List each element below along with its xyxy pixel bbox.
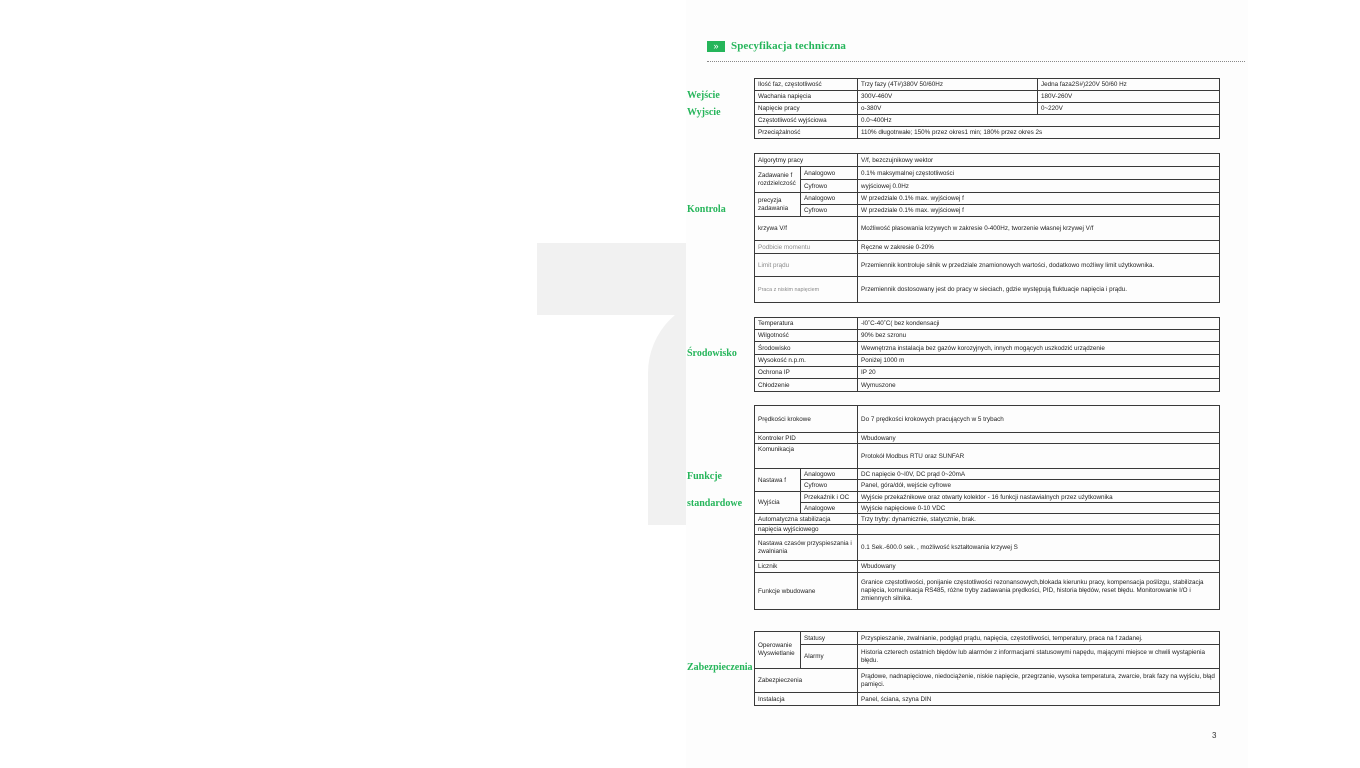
value-cell: 300V-460V [858,91,1038,103]
value-cell: Prądowe, nadnapięciowe, niedociążenie, niskie napięcie, przegrzanie, wysoka temperatura, zwarcie, brak fazy na wyjściu, błąd pamięci. [858,669,1220,693]
value-cell: Przemiennik dostosowany jest do pracy w sieciach, gdzie występują fluktuacje napięcia i prądu. [858,277,1220,303]
table-row [755,469,1220,480]
sub-label: Statusy [801,632,858,645]
table-row [755,205,1220,217]
sub-label: Analogowo [801,167,858,180]
value-cell: Przemiennik kontroluje silnik w przedziale znamionowych wartości, dodatkowo możliwy limit użytkownika. [858,254,1220,277]
value-cell: Granice częstotliwości, ponijanie częstotliwości rezonansowych,blokada kierunku pracy, kompensacja poślizgu, stabilizacja napięcia, komunikacja RS485, różne tryby zadawania prędkości, PID, historia błędów, reset błędu. Monitorowanie I/O i zmiennych silnika. [858,573,1220,610]
table-row [755,514,1220,525]
sub-label: Cyfrowo [801,180,858,193]
table-row [755,693,1220,706]
row-label: Temperatura [755,318,858,330]
table-row [755,355,1220,367]
section-label-standardowe: standardowe [687,498,743,509]
row-label: precyzja zadawania [755,193,801,217]
row-label: Środowisko [755,342,858,355]
value-cell: W przedziale 0.1% max. wyjściowej f [858,193,1220,205]
table-environment [754,317,1220,392]
row-label: Ochrona IP [755,367,858,379]
double-chevron-right-icon: » [707,41,725,52]
table-row [755,444,1220,469]
table-row [755,503,1220,514]
sub-label: Cyfrowo [801,480,858,492]
sub-label: Analogowo [801,193,858,205]
table-row [755,525,1220,535]
table-row [755,330,1220,342]
value-cell: 0.1% maksymalnej częstotliwości [858,167,1220,180]
table-row [755,180,1220,193]
value-cell: Do 7 prędkości krokowych pracujących w 5 trybach [858,406,1220,433]
table-row [755,406,1220,433]
section-header [707,38,846,54]
row-label: Częstotliwość wyjściowa [755,115,858,127]
table-row [755,480,1220,492]
table-standard-functions [754,405,1220,610]
row-label: Kontroler PID [755,433,858,444]
row-label: Wachania napięcia [755,91,858,103]
value-cell: 0.1 Sek.-600.0 sek. , możliwość kształtowania krzywej S [858,535,1220,561]
table-row [755,669,1220,693]
value-cell: Wbudowany [858,433,1220,444]
row-label: Przeciążalność [755,127,858,139]
page-number: 3 [1212,731,1217,740]
value-cell: Wymuszone [858,379,1220,392]
table-row [755,645,1220,669]
row-label: Praca z niskim napięciem [755,277,858,303]
sub-label: Analogowo [801,469,858,480]
value-cell: Przyspieszanie, zwalnianie, podgląd prądu, napięcia, częstotliwości, temperatury, praca na f zadanej. [858,632,1220,645]
row-label: Limit prądu [755,254,858,277]
table-row [755,241,1220,254]
value-cell: W przedziale 0.1% max. wyjściowej f [858,205,1220,217]
row-label: Ilość faz, częstotliwość [755,79,858,91]
value-cell: wyjściowej 0.0Hz [858,180,1220,193]
row-label: Prędkości krokowe [755,406,858,433]
table-row [755,91,1220,103]
page-title: Specyfikacja techniczna [731,40,847,52]
table-row [755,318,1220,330]
value-cell: Protokół Modbus RTU oraz SUNFAR [858,444,1220,469]
table-row [755,127,1220,139]
value-cell: Jedna faza2S#)220V 50/60 Hz [1038,79,1220,91]
row-label: krzywa V/f [755,217,858,241]
table-row [755,492,1220,503]
table-row [755,79,1220,91]
table-row [755,573,1220,610]
row-label: napięcia wyjściowego [755,525,858,535]
value-cell: Ręczne w zakresie 0-20% [858,241,1220,254]
row-label: Instalacja [755,693,858,706]
table-protection [754,631,1220,706]
section-label-kontrola: Kontrola [687,204,726,215]
table-row [755,367,1220,379]
section-label-zabezpieczenia: Zabezpieczenia [687,662,753,673]
value-cell: V/f, bezczujnikowy wektor [858,154,1220,167]
table-row [755,379,1220,392]
section-label-wejscie: Wejście [687,90,720,101]
table-row [755,167,1220,180]
row-label: Nastawa f [755,469,801,492]
table-row [755,277,1220,303]
table-input-output [754,78,1220,139]
table-row [755,632,1220,645]
value-cell: Historia czterech ostatnich błędów lub alarmów z informacjami statusowymi napędu, mającymi miejsce w chwili wystąpienia błędu. [858,645,1220,669]
value-cell: IP 20 [858,367,1220,379]
row-label: Automatyczna stabilizacja [755,514,858,525]
table-row [755,193,1220,205]
sub-label: Przekaźnik i OC [801,492,858,503]
value-cell: Wewnętrzna instalacja bez gazów korozyjnych, innych mogących uszkodzić urządzenie [858,342,1220,355]
table-row [755,217,1220,241]
row-label: Napięcie pracy [755,103,858,115]
value-cell: 110% długotrwałe; 150% przez okres1 min; 180% przez okres 2s [858,127,1220,139]
value-cell: DC napięcie 0~l0V, DC prąd 0~20mA [858,469,1220,480]
table-row [755,535,1220,561]
row-label: Funkcje wbudowane [755,573,858,610]
row-label: Licznik [755,561,858,573]
empty-cell [858,525,1220,535]
value-cell: 0.0~400Hz [858,115,1220,127]
table-row [755,561,1220,573]
value-cell: 180V-260V [1038,91,1220,103]
section-label-funkcje: Funkcje [687,471,722,482]
table-row [755,115,1220,127]
value-cell: Trzy tryby: dynamicznie, statycznie, brak. [858,514,1220,525]
row-label: Zadawanie f rozdzielczość [755,167,801,193]
value-cell: Poniżej 1000 m [858,355,1220,367]
row-label: Wilgotność [755,330,858,342]
value-cell: Panel, ściana, szyna DIN [858,693,1220,706]
section-label-srodowisko: Środowisko [687,348,737,359]
value-cell: Możliwość płasowania krzywych w zakresie 0-400Hz, tworzenie własnej krzywej V/f [858,217,1220,241]
table-control [754,153,1220,303]
value-cell: Panel, góra/dół, wejście cyfrowe [858,480,1220,492]
value-cell: o-380V [858,103,1038,115]
value-cell: Wyjście napięciowe 0-10 VDC [858,503,1220,514]
value-cell: 0~220V [1038,103,1220,115]
value-cell: Wyjście przekaźnikowe oraz otwarty kolektor - 16 funkcji nastawialnych przez użytkownika [858,492,1220,503]
row-label: Podbicie momentu [755,241,858,254]
table-row [755,433,1220,444]
value-cell: 90% bez szronu [858,330,1220,342]
sub-label: Alarmy [801,645,858,669]
sub-label: Cyfrowo [801,205,858,217]
table-row [755,154,1220,167]
sub-label: Analogowe [801,503,858,514]
row-label: Komunikacja [755,444,858,469]
value-cell: -l0˚C-40˚C( bez kondensacji [858,318,1220,330]
row-label: Wysokość n.p.m. [755,355,858,367]
row-label: Algorytmy pracy [755,154,858,167]
value-cell: Trzy fazy (4T#)380V 50/60Hz [858,79,1038,91]
row-label: Zabezpieczenia [755,669,858,693]
table-row [755,342,1220,355]
section-label-wyjscie: Wyjscie [687,107,721,118]
row-label: Chłodzenie [755,379,858,392]
row-label: Wyjścia [755,492,801,514]
table-row [755,103,1220,115]
table-row [755,254,1220,277]
dotted-divider [707,61,1245,62]
row-label: Operowanie Wyswietlanie [755,632,801,669]
value-cell: Wbudowany [858,561,1220,573]
row-label: Nastawa czasów przyspieszania i zwalniania [755,535,858,561]
